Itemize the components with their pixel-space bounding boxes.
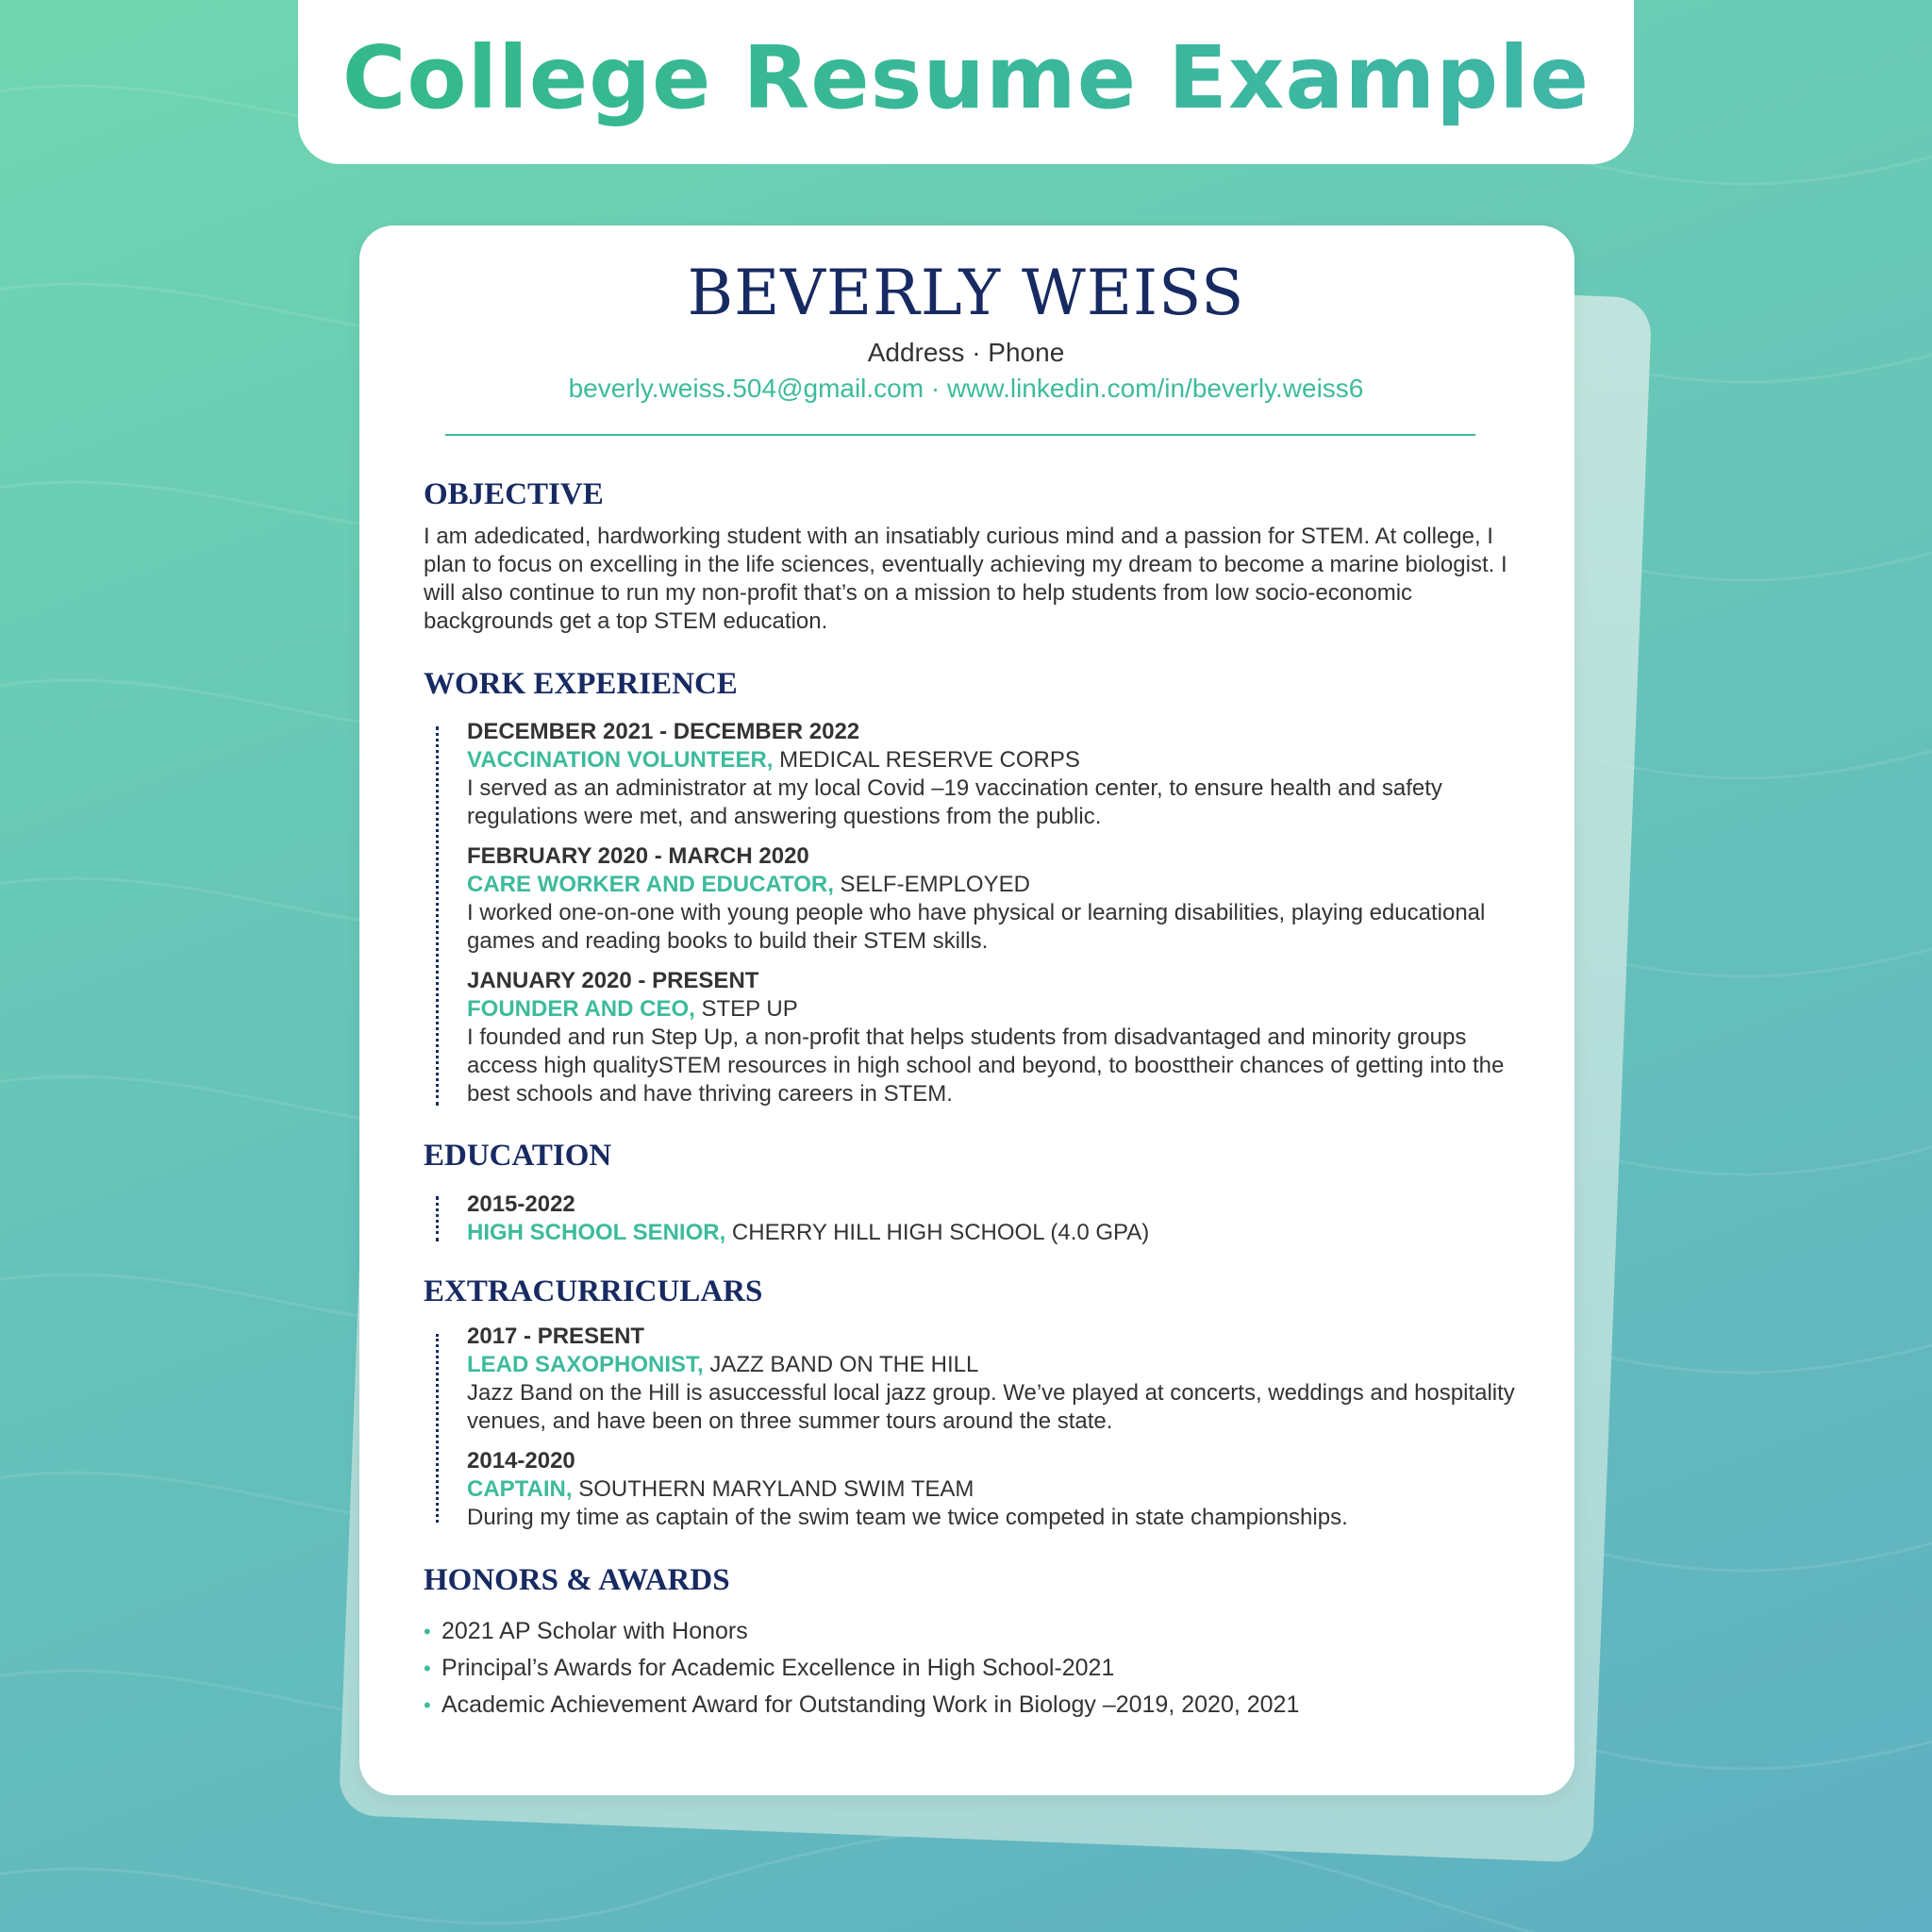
- entry-date: JANUARY 2020 - PRESENT: [467, 968, 759, 993]
- resume-name: BEVERLY WEISS: [687, 257, 1245, 329]
- entry-description: Jazz Band on the Hill is asuccessful local jazz group. We’ve played at concerts, weddings and hospitality venues, and have been on three summer tours around the state.: [467, 1380, 1515, 1434]
- entry-description: During my time as captain of the swim team we twice competed in state championships.: [467, 1505, 1348, 1530]
- entry-description: I founded and run Step Up, a non-profit that helps students from disadvantaged and minority groups access high qualitySTEM resources in high school and beyond, to boosttheir chances of getting into the best schools and have thriving careers in STEM.: [467, 1024, 1505, 1107]
- entry-organization: STEP UP: [694, 996, 798, 1022]
- entry-organization: CHERRY HILL HIGH SCHOOL (4.0 GPA): [725, 1220, 1150, 1245]
- timeline-line-education: [436, 1196, 439, 1241]
- extracurricular-entry: [467, 1323, 1542, 1436]
- award-text: 2021 AP Scholar with Honors: [441, 1618, 748, 1644]
- education-entry: [467, 1191, 1542, 1247]
- entry-description: I served as an administrator at my local Covid –19 vaccination center, to ensure health and safety regulations were met, and answering questions from the public.: [467, 775, 1442, 829]
- bullet-dot-icon: •: [424, 1657, 431, 1680]
- entry-date: DECEMBER 2021 - DECEMBER 2022: [467, 719, 860, 744]
- work-entries: [467, 718, 1542, 1120]
- entry-organization: MEDICAL RESERVE CORPS: [773, 747, 1080, 773]
- award-item: [424, 1613, 1537, 1650]
- contact-address-phone: Address · Phone: [867, 338, 1065, 367]
- entry-role-line: [467, 1351, 1542, 1379]
- entry-organization: JAZZ BAND ON THE HILL: [703, 1352, 979, 1377]
- section-title-honors-awards: HONORS & AWARDS: [424, 1563, 730, 1597]
- work-entry: [467, 967, 1542, 1108]
- entry-description: I worked one-on-one with young people who have physical or learning disabilities, playing educational games and reading books to build their STEM skills.: [467, 900, 1486, 954]
- entry-role: FOUNDER AND CEO,: [467, 996, 695, 1022]
- banner-title: College Resume Example: [341, 26, 1591, 128]
- section-title-objective: OBJECTIVE: [424, 477, 604, 511]
- extracurricular-entries: [467, 1323, 1542, 1543]
- section-title-work-experience: WORK EXPERIENCE: [424, 667, 738, 701]
- entry-date: 2017 - PRESENT: [467, 1324, 645, 1349]
- award-text: Academic Achievement Award for Outstanding Work in Biology –2019, 2020, 2021: [441, 1691, 1300, 1718]
- extracurricular-entry: [467, 1447, 1542, 1532]
- bullet-dot-icon: •: [424, 1693, 431, 1717]
- contact-email-linkedin: beverly.weiss.504@gmail.com · www.linkedin.com/in/beverly.weiss6: [568, 374, 1364, 403]
- entry-role: CAPTAIN,: [467, 1476, 573, 1502]
- section-title-extracurriculars: EXTRACURRICULARS: [424, 1274, 763, 1308]
- header-divider: [445, 434, 1475, 436]
- entry-date: FEBRUARY 2020 - MARCH 2020: [467, 843, 809, 869]
- entry-role-line: [467, 995, 1542, 1024]
- entry-role: CARE WORKER AND EDUCATOR,: [467, 872, 834, 897]
- entry-role: LEAD SAXOPHONIST,: [467, 1352, 704, 1377]
- entry-role: VACCINATION VOLUNTEER,: [467, 747, 774, 773]
- entry-role-line: [467, 871, 1542, 899]
- section-title-education: EDUCATION: [424, 1139, 612, 1173]
- entry-organization: SOUTHERN MARYLAND SWIM TEAM: [572, 1476, 974, 1502]
- award-text: Principal’s Awards for Academic Excellence in High School-2021: [441, 1655, 1115, 1681]
- award-item: [424, 1687, 1537, 1724]
- awards-list: [424, 1613, 1537, 1724]
- award-item: [424, 1650, 1537, 1687]
- entry-role-line: [467, 1475, 1542, 1504]
- work-entry: [467, 842, 1542, 956]
- entry-role-line: [467, 1219, 1542, 1247]
- title-banner: [298, 0, 1634, 164]
- entry-role: HIGH SCHOOL SENIOR,: [467, 1220, 726, 1245]
- entry-role-line: [467, 746, 1542, 774]
- objective-text: I am adedicated, hardworking student with an insatiably curious mind and a passion for STEM. At college, I plan to focus on excelling in the life sciences, eventually achieving my dream to become a marine biologist. I will also continue to run my non-profit that’s on a mission to help students from low socio-economic backgrounds get a top STEM education.: [424, 524, 1507, 634]
- entry-date: 2014-2020: [467, 1448, 575, 1474]
- timeline-line-work: [436, 726, 439, 1106]
- education-entries: [467, 1191, 1542, 1258]
- bullet-dot-icon: •: [424, 1620, 431, 1643]
- entry-date: 2015-2022: [467, 1191, 575, 1217]
- timeline-line-extracurriculars: [436, 1334, 439, 1523]
- work-entry: [467, 718, 1542, 831]
- entry-organization: SELF-EMPLOYED: [833, 872, 1030, 897]
